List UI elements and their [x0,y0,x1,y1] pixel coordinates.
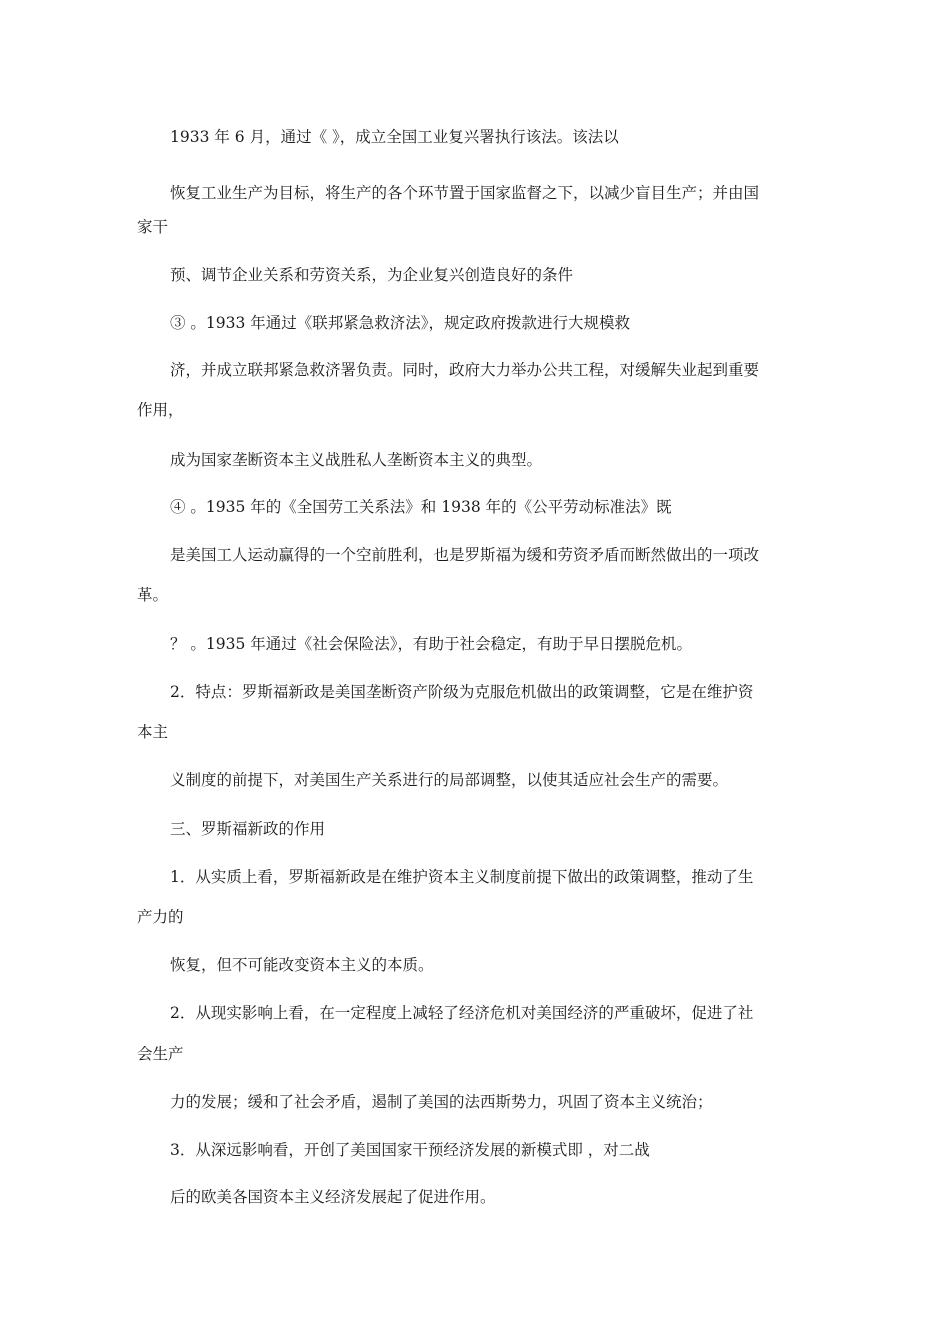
section-heading: 三、罗斯福新政的作用 [170,820,326,838]
paragraph-line: 3．从深远影响看，开创了美国国家干预经济发展的新模式即 ，对二战 [170,1141,650,1159]
paragraph-line: ？ 。1935 年通过《社会保险法》，有助于社会稳定，有助于早日摆脱危机。 [170,635,693,653]
paragraph-line: 力的发展；缓和了社会矛盾，遏制了美国的法西斯势力，巩固了资本主义统治； [170,1093,713,1111]
paragraph-line: 作用， [137,401,184,419]
paragraph-line: 家干 [137,218,169,236]
paragraph-line: 1933 年 6 月，通过《 》，成立全国工业复兴署执行该法。该法以 [170,128,619,146]
paragraph-line: 2．特点：罗斯福新政是美国垄断资产阶级为克服危机做出的政策调整，它是在维护资 [170,683,754,701]
paragraph-line: ③ 。1933 年通过《联邦紧急救济法》，规定政府拨款进行大规模救 [170,314,631,332]
paragraph-line: 成为国家垄断资本主义战胜私人垄断资本主义的典型。 [170,451,543,469]
paragraph-line: 产力的 [137,908,184,926]
paragraph-line: 本主 [137,723,169,741]
paragraph-line: 义制度的前提下，对美国生产关系进行的局部调整，以使其适应社会生产的需要。 [170,771,729,789]
paragraph-line: 预、调节企业关系和劳资关系，为企业复兴创造良好的条件 [170,266,574,284]
paragraph-line: 后的欧美各国资本主义经济发展起了促进作用。 [170,1188,496,1206]
paragraph-line: 是美国工人运动赢得的一个空前胜利，也是罗斯福为缓和劳资矛盾而断然做出的一项改 [170,546,760,564]
paragraph-line: 济，并成立联邦紧急救济署负责。同时，政府大力举办公共工程，对缓解失业起到重要 [170,361,760,379]
paragraph-line: ④ 。1935 年的《全国劳工关系法》和 1938 年的《公平劳动标准法》既 [170,498,672,516]
paragraph-line: 恢复，但不可能改变资本主义的本质。 [170,956,434,974]
paragraph-line: 会生产 [137,1045,184,1063]
paragraph-line: 恢复工业生产为目标，将生产的各个环节置于国家监督之下，以减少盲目生产；并由国 [170,184,760,202]
paragraph-line: 1．从实质上看，罗斯福新政是在维护资本主义制度前提下做出的政策调整，推动了生 [170,868,754,886]
paragraph-line: 2．从现实影响上看，在一定程度上减轻了经济危机对美国经济的严重破坏，促进了社 [170,1004,754,1022]
paragraph-line: 革。 [137,586,169,604]
